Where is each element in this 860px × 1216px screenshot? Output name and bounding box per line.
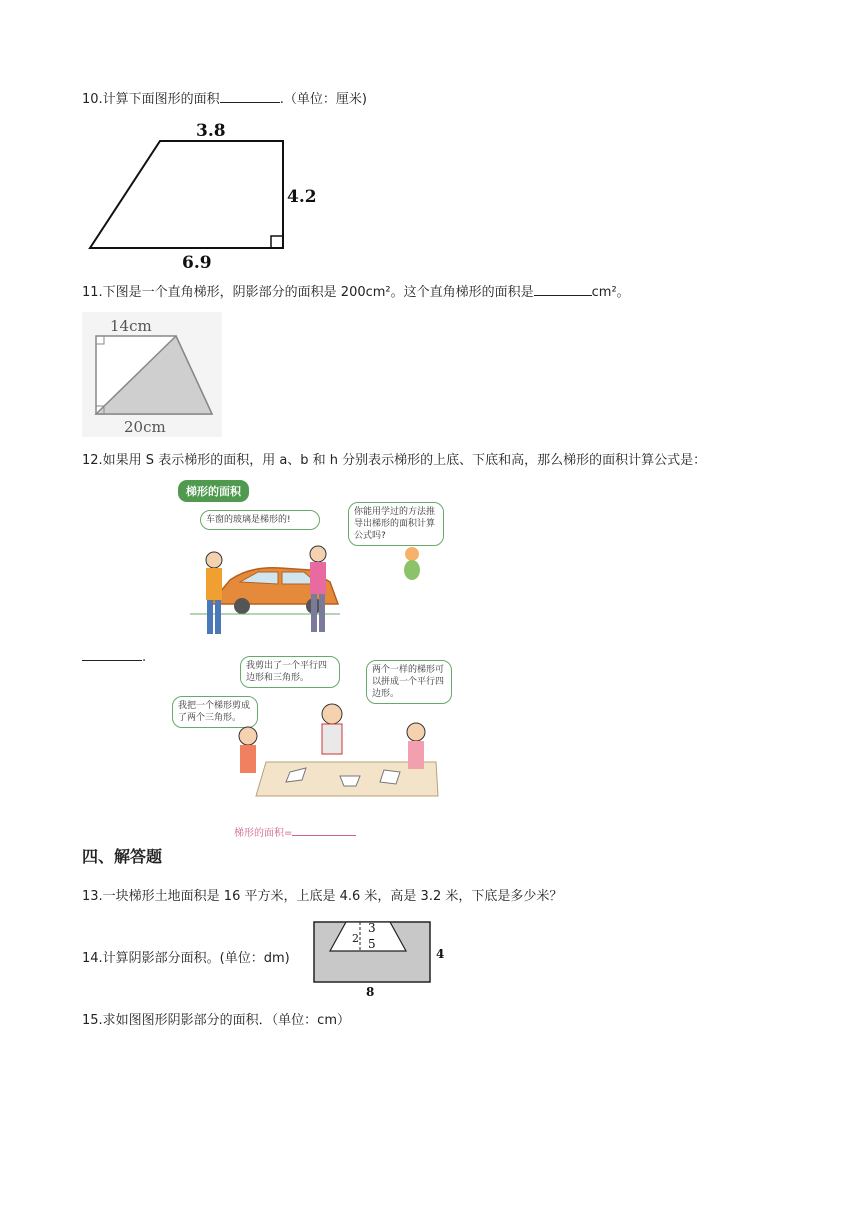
top-base-label: 14cm: [110, 317, 152, 335]
car-wheel: [234, 598, 250, 614]
bottom-base-label: 5: [368, 937, 376, 951]
top-base-label: 3: [368, 921, 376, 935]
question-10: [82, 90, 367, 109]
speech-bubble-right: 两个一样的梯形可以拼成一个平行四边形。: [366, 660, 452, 704]
question-12-answer: [82, 648, 146, 667]
question-11: [82, 283, 630, 302]
bottom-base-label: 6.9: [182, 253, 212, 272]
question-13-text: 13.一块梯形土地面积是 16 平方米，上底是 4.6 米，高是 3.2 米，下底是多少米？: [82, 889, 563, 904]
right-child-body: [408, 741, 424, 769]
girl-leg: [319, 594, 325, 632]
question-15-text: 15.求如图图形阴影部分的面积．（单位：cm）: [82, 1013, 350, 1028]
bottom-length-label: 8: [366, 985, 375, 999]
sprite-body: [404, 560, 420, 580]
paper-shape: [340, 776, 360, 786]
footer-formula-label: 梯形的面积=: [234, 828, 293, 839]
class-scene-drawing: [170, 692, 450, 812]
boy-leg: [215, 600, 221, 634]
car-scene-drawing: [170, 534, 450, 644]
q11-right-trapezoid-figure: [82, 312, 222, 437]
footer-blank: [292, 835, 356, 836]
girl-head: [310, 546, 326, 562]
q14-shaded-figure: [310, 918, 450, 1000]
speech-bubble-boy: 车窗的玻璃是梯形的!: [200, 510, 320, 530]
boy-head: [206, 552, 222, 568]
answer-blank[interactable]: [534, 283, 592, 296]
bottom-base-label: 20cm: [124, 418, 166, 436]
center-child-head: [322, 704, 342, 724]
q12-illustration-car-scene: [170, 474, 450, 644]
speech-bubble-center: 我剪出了一个平行四边形和三角形。: [240, 656, 340, 688]
answer-blank[interactable]: [220, 90, 280, 103]
center-child-body: [322, 724, 342, 754]
left-child-head: [239, 727, 257, 745]
question-11-unit: cm²。: [591, 285, 630, 300]
question-10-text: 10.计算下面图形的面积: [82, 92, 220, 107]
top-base-label: 3.8: [196, 121, 226, 141]
sprite-head: [405, 547, 419, 561]
q10-trapezoid-figure: [82, 116, 322, 272]
illustration-banner: 梯形的面积: [178, 480, 249, 502]
illustration-footer: [234, 824, 356, 839]
right-child-head: [407, 723, 425, 741]
girl-body: [310, 562, 326, 594]
boy-body: [206, 568, 222, 600]
trapezoid-outline: [90, 141, 283, 248]
question-14-text: 14.计算阴影部分面积。(单位：dm): [82, 951, 290, 966]
speech-bubble-left: 我把一个梯形剪成了两个三角形。: [172, 696, 258, 728]
answer-suffix: .: [142, 650, 147, 665]
paper-shape: [380, 770, 400, 784]
answer-blank[interactable]: [82, 648, 142, 661]
q12-illustration-class-scene: [170, 652, 450, 842]
section-title: 四、解答题: [82, 847, 163, 866]
left-child-body: [240, 745, 256, 773]
girl-leg: [311, 594, 317, 632]
side-label: 4: [436, 947, 445, 961]
question-11-text: 11.下图是一个直角梯形，阴影部分的面积是 200cm²。这个直角梯形的面积是: [82, 285, 534, 300]
question-10-unit: .（单位：厘米): [279, 92, 367, 107]
height-label: 4.2: [287, 187, 317, 207]
right-angle-mark: [271, 236, 283, 248]
height-label: 2: [352, 932, 359, 945]
boy-leg: [207, 600, 213, 634]
speech-bubble-sprite: 你能用学过的方法推导出梯形的面积计算公式吗?: [348, 502, 444, 546]
question-12-text: 12.如果用 S 表示梯形的面积，用 a、b 和 h 分别表示梯形的上底、下底和高，那么梯形的面积计算公式是：: [82, 453, 707, 468]
